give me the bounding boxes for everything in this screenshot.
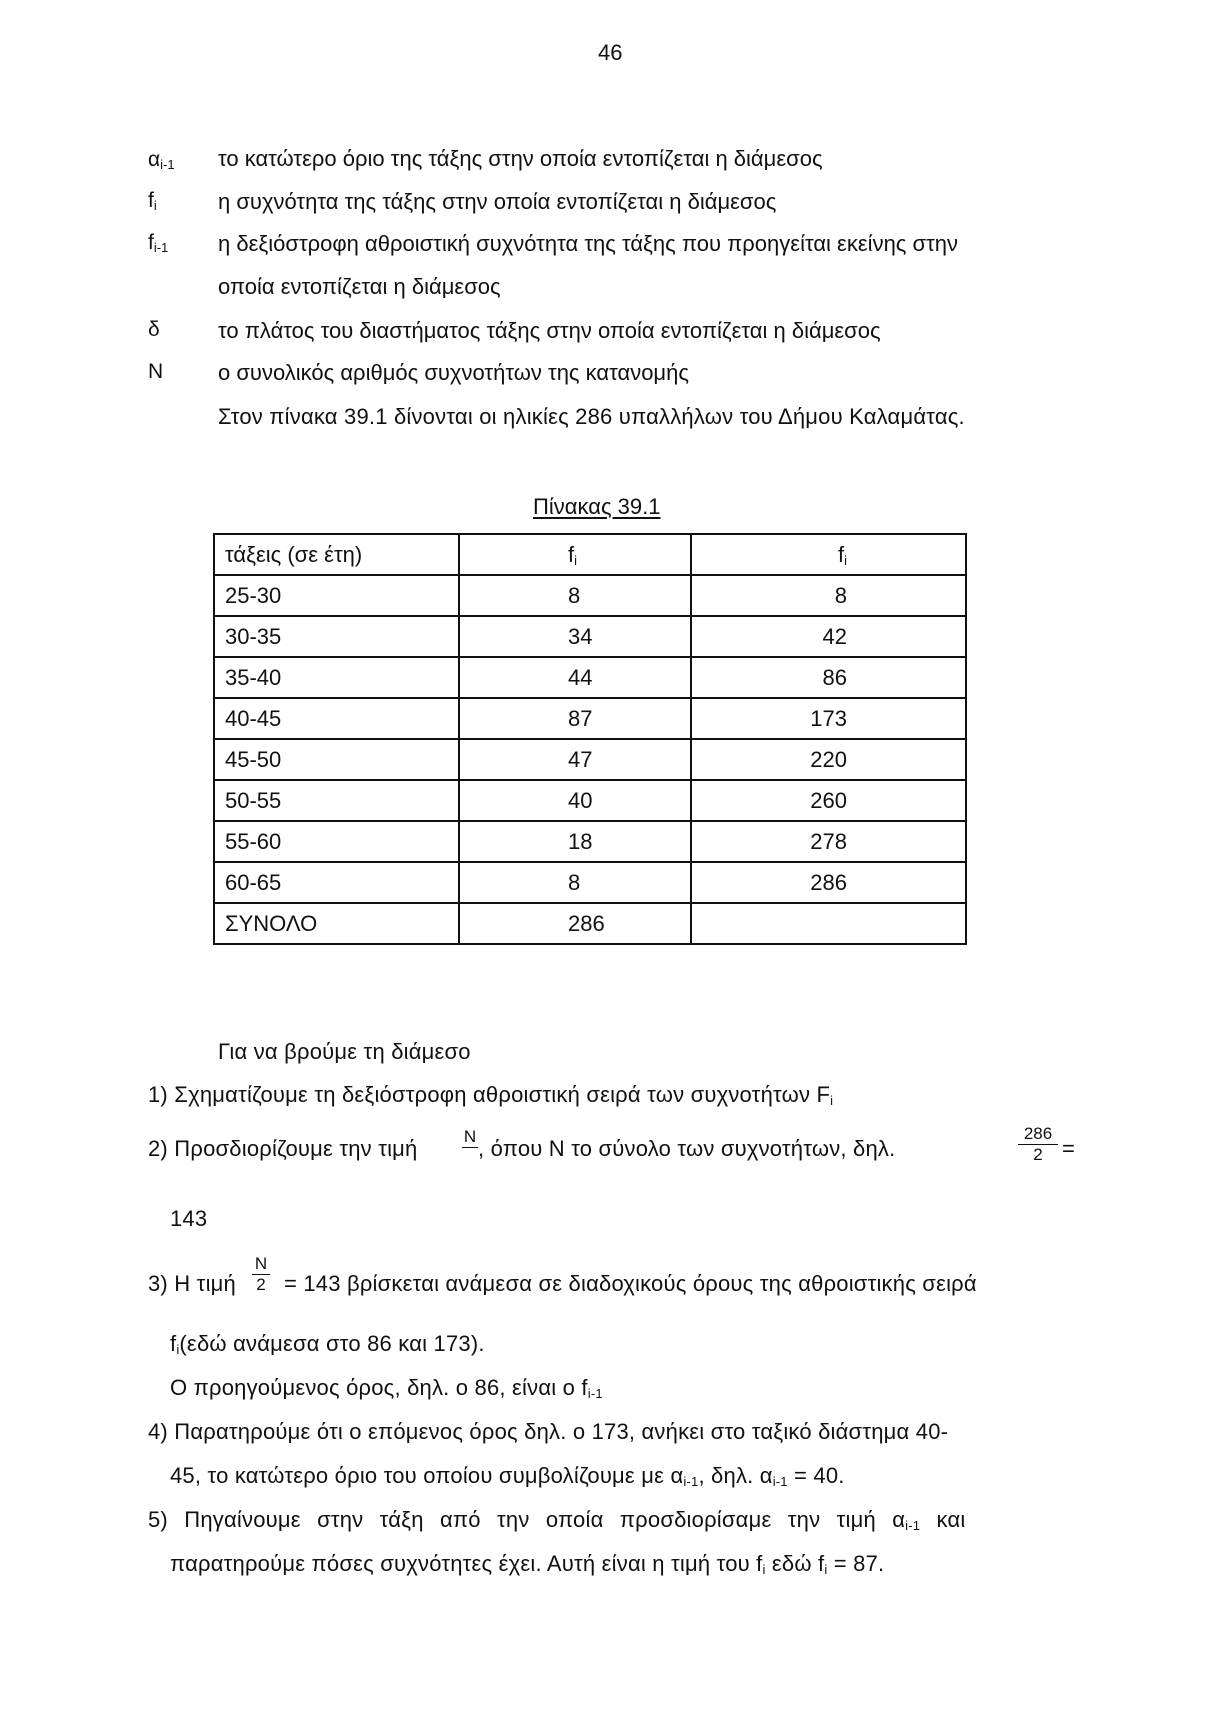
cell-total-frequency: 286 <box>459 903 691 944</box>
cell-frequency: 34 <box>459 616 691 657</box>
cell-class: 60-65 <box>214 862 459 903</box>
cell-total-label: ΣΥΝΟΛΟ <box>214 903 459 944</box>
cell-cumulative: 220 <box>691 739 966 780</box>
cell-cumulative: 286 <box>691 862 966 903</box>
cell-cumulative: 8 <box>691 575 966 616</box>
table-row <box>214 739 966 780</box>
table-total-row <box>214 903 966 944</box>
definition-symbol: Ν <box>148 360 164 383</box>
definition-text: η συχνότητα της τάξης στην οποία εντοπίζεται η διάμεσος <box>218 189 777 214</box>
steps-heading: Για να βρούμε τη διάμεσο <box>218 1039 471 1064</box>
definition-symbol: $f_i$ <box>148 189 157 213</box>
cell-empty <box>691 903 966 944</box>
table-row <box>214 616 966 657</box>
step-2-text: 2) Προσδιορίζουμε την τιμή <box>148 1136 418 1161</box>
step-5-line-2: παρατηρούμε πόσες συχνότητες έχει. Αυτή είναι η τιμή του $f_i$ εδώ $f_i = 87$. <box>170 1551 885 1577</box>
cell-frequency: 87 <box>459 698 691 739</box>
cell-frequency: 18 <box>459 821 691 862</box>
step-3-text: 3) Η τιμή <box>148 1271 236 1296</box>
step-2-fraction-value: 286 2 <box>1018 1124 1058 1165</box>
step-2-equals: = <box>1062 1136 1076 1161</box>
cell-cumulative: 86 <box>691 657 966 698</box>
definition-text: το κατώτερο όριο της τάξης στην οποία εντοπίζεται η διάμεσος <box>218 146 823 171</box>
page-number: 46 <box>598 40 623 65</box>
cell-class: 30-35 <box>214 616 459 657</box>
cell-frequency: 8 <box>459 575 691 616</box>
cell-frequency: 47 <box>459 739 691 780</box>
step-3-text-cont: = 143 βρίσκεται ανάμεσα σε διαδοχικούς όρους της αθροιστικής σειρά <box>284 1271 977 1296</box>
step-3-line-3: Ο προηγούμενος όρος, δηλ. ο 86, είναι ο $f_{i-1}$ <box>170 1375 603 1401</box>
table-header-row <box>214 534 966 575</box>
step-1: 1) Σχηματίζουμε τη δεξιόστροφη αθροιστική σειρά των συχνοτήτων $F_i$ <box>148 1082 834 1108</box>
definition-symbol: $f_{i-1}$ <box>148 231 169 255</box>
table-title: Πίνακας 39.1 <box>533 494 661 519</box>
cell-frequency: 44 <box>459 657 691 698</box>
cell-class: 50-55 <box>214 780 459 821</box>
step-3-line-2: $f_i(\varepsilon\delta ώ$ ανάμεσα στο 86 και 173). <box>170 1331 485 1357</box>
table-row <box>214 657 966 698</box>
table-row <box>214 575 966 616</box>
step-5-line-1: 5) Πηγαίνουμε στην τάξη από την οποία προσδιορίσαμε την τιμή $\alpha_{i-1}$ και <box>148 1507 966 1533</box>
intro-paragraph: Στον πίνακα 39.1 δίνονται οι ηλικίες 286 υπαλλήλων του Δήμου Καλαμάτας. <box>218 404 965 429</box>
step-2-text-cont: , όπου Ν το σύνολο των συχνοτήτων, δηλ. <box>478 1136 896 1161</box>
header-frequency: $f_i$ <box>459 534 691 575</box>
table-row <box>214 821 966 862</box>
definition-symbol: $\alpha_{i-1}$ <box>148 148 175 172</box>
step-2-result: 143 <box>170 1206 208 1231</box>
table-row <box>214 862 966 903</box>
table-row <box>214 780 966 821</box>
cell-cumulative: 173 <box>691 698 966 739</box>
cell-class: 45-50 <box>214 739 459 780</box>
table-row <box>214 698 966 739</box>
cell-class: 40-45 <box>214 698 459 739</box>
cell-cumulative: 278 <box>691 821 966 862</box>
step-4-line-1: 4) Παρατηρούμε ότι ο επόμενος όρος δηλ. ο 173, ανήκει στο ταξικό διάστημα 40- <box>148 1419 949 1444</box>
cell-cumulative: 42 <box>691 616 966 657</box>
definition-text-continued: οποία εντοπίζεται η διάμεσος <box>218 274 501 299</box>
cell-frequency: 40 <box>459 780 691 821</box>
cell-class: 55-60 <box>214 821 459 862</box>
definition-text: ο συνολικός αριθμός συχνοτήτων της κατανομής <box>218 360 689 385</box>
cell-class: 25-30 <box>214 575 459 616</box>
step-4-line-2: 45, το κατώτερο όριο του οποίου συμβολίζουμε με $\alpha_{i-1}$, δηλ. $\alpha_{i-1} = 40$. <box>170 1463 845 1489</box>
frequency-table <box>213 533 967 945</box>
definition-text: το πλάτος του διαστήματος τάξης στην οποία εντοπίζεται η διάμεσος <box>218 318 881 343</box>
step-3-fraction: Ν 2 <box>252 1254 270 1295</box>
definition-symbol: δ <box>148 318 160 341</box>
step-2-fraction: Ν <box>463 1127 477 1146</box>
definition-text: η δεξιόστροφη αθροιστική συχνότητα της τάξης που προηγείται εκείνης στην <box>218 231 959 256</box>
cell-cumulative: 260 <box>691 780 966 821</box>
header-classes: τάξεις (σε έτη) <box>214 534 459 575</box>
cell-frequency: 8 <box>459 862 691 903</box>
cell-class: 35-40 <box>214 657 459 698</box>
header-cumulative: $f_i$ <box>691 534 966 575</box>
